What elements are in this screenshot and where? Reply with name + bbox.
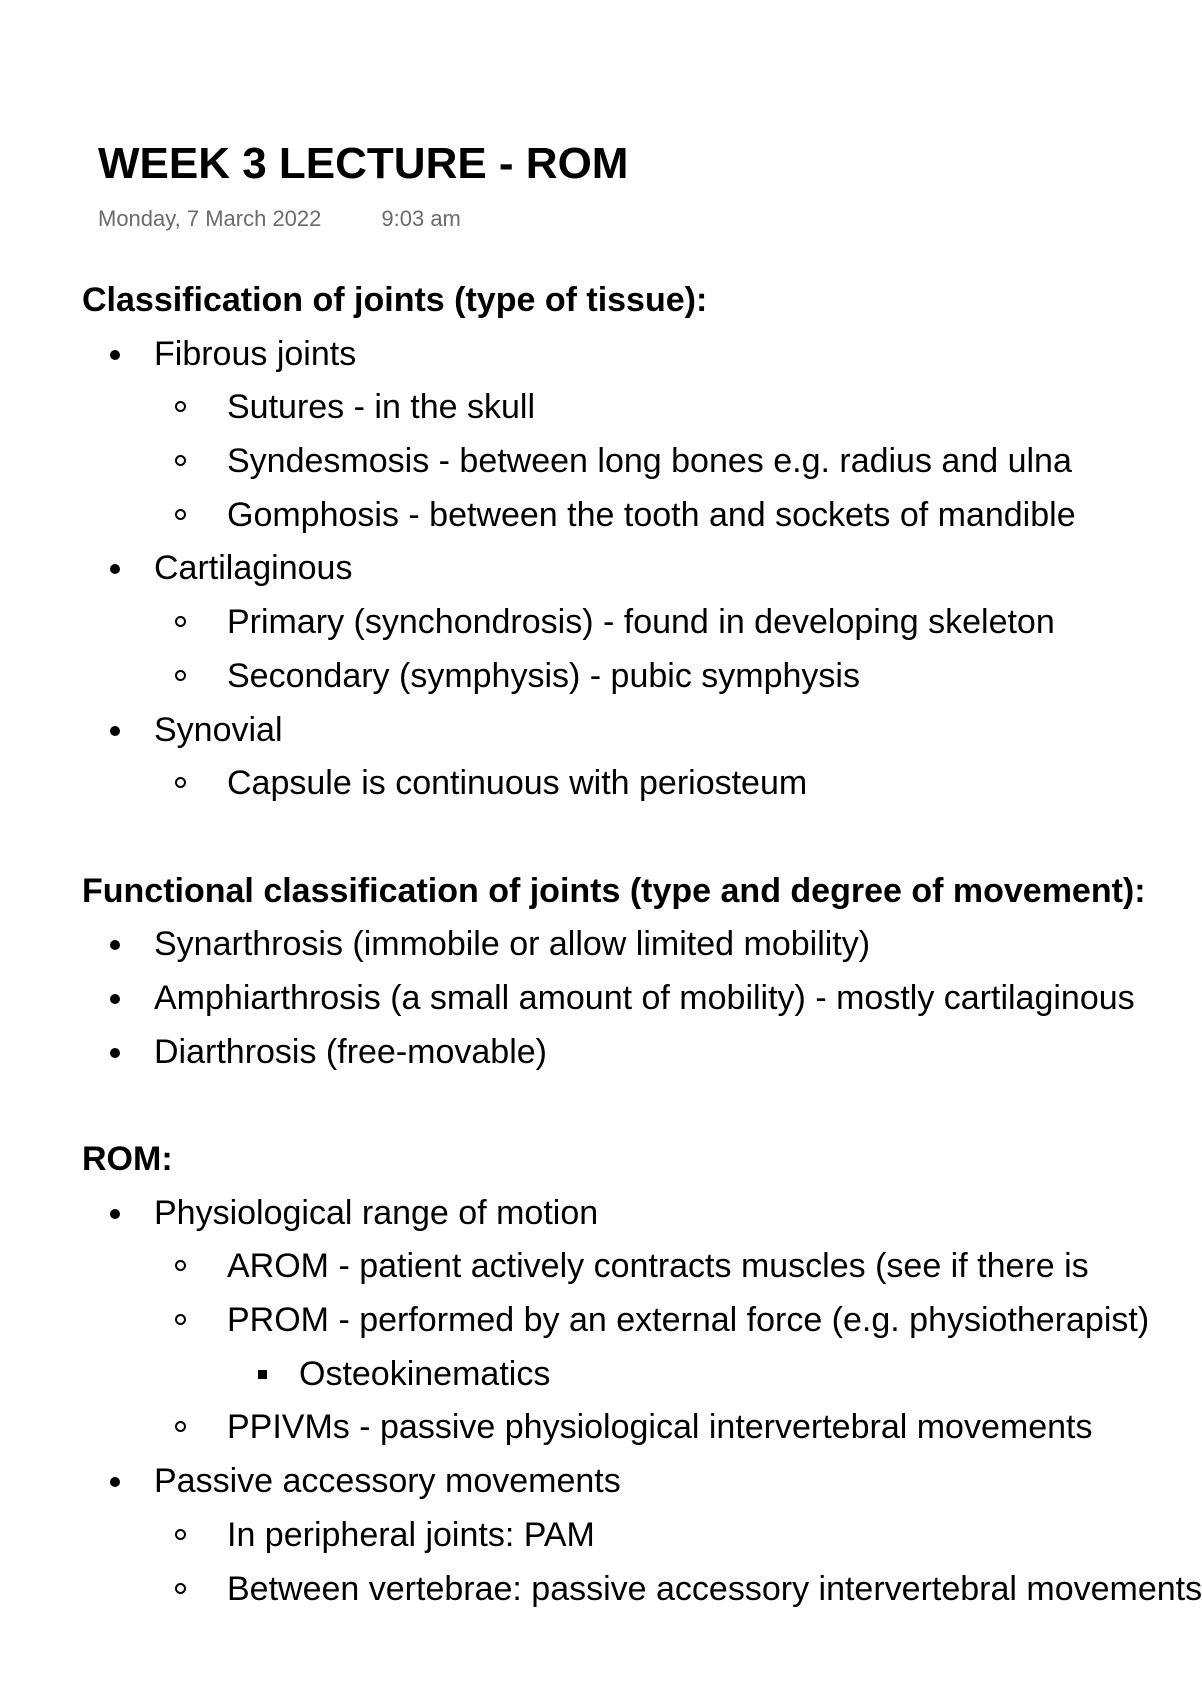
list-item — [82, 1294, 1200, 1348]
list-item — [82, 542, 1200, 596]
list-item-text: Between vertebrae: passive accessory intervertebral movements — [227, 1569, 1202, 1608]
list-item-text: Capsule is continuous with periosteum — [227, 764, 808, 803]
bullet-icon — [110, 350, 120, 360]
bullet-icon — [110, 940, 120, 950]
section-heading-functional: Functional classification of joints (type and degree of movement): — [82, 871, 1146, 910]
list-item — [82, 596, 1200, 650]
hollow-bullet-icon — [175, 1529, 186, 1540]
list-item — [82, 489, 1200, 543]
list-item — [82, 1401, 1200, 1455]
list-item — [82, 1455, 1200, 1509]
bullet-icon — [110, 994, 120, 1004]
hollow-bullet-icon — [175, 455, 186, 466]
hollow-bullet-icon — [175, 670, 186, 681]
hollow-bullet-icon — [175, 777, 186, 788]
page-date: Monday, 7 March 2022 — [98, 206, 322, 231]
list-item-text: Diarthrosis (free-movable) — [154, 1032, 547, 1071]
list-item-text: Syndesmosis - between long bones e.g. radius and ulna — [227, 442, 1072, 481]
list-item-text: Gomphosis - between the tooth and sockets of mandible — [227, 495, 1076, 534]
list-item-text: Amphiarthrosis (a small amount of mobility) - mostly cartilaginous — [154, 978, 1135, 1017]
list-item — [82, 435, 1200, 489]
list-item — [82, 650, 1200, 704]
list-item — [82, 918, 1200, 972]
hollow-bullet-icon — [175, 1314, 186, 1325]
blank-line — [82, 1079, 1200, 1133]
page-meta — [98, 204, 461, 234]
list-item-text: Osteokinematics — [299, 1354, 551, 1393]
list-item-text: Primary (synchondrosis) - found in developing skeleton — [227, 603, 1055, 642]
list-item-text: Synarthrosis (immobile or allow limited mobility) — [154, 925, 871, 964]
page-title: WEEK 3 LECTURE - ROM — [98, 139, 629, 188]
hollow-bullet-icon — [175, 1421, 186, 1432]
section-heading-classification: Classification of joints (type of tissue): — [82, 281, 708, 319]
section-heading-rom: ROM: — [82, 1140, 173, 1178]
list-item-text: PROM - performed by an external force (e.g. physiotherapist) — [227, 1301, 1150, 1340]
list-item — [82, 972, 1200, 1026]
list-item-text: Secondary (symphysis) - pubic symphysis — [227, 656, 860, 695]
list-item-text: PPIVMs - passive physiological intervertebral movements — [227, 1408, 1093, 1447]
list-item-text: Synovial — [154, 710, 283, 749]
list-item-text: In peripheral joints: PAM — [227, 1515, 595, 1554]
bullet-icon — [110, 1209, 120, 1219]
hollow-bullet-icon — [175, 509, 186, 520]
list-item-text: Fibrous joints — [154, 334, 357, 373]
note-content — [82, 274, 1202, 1608]
list-item — [82, 1026, 1200, 1080]
list-item-text: Cartilaginous — [154, 549, 353, 588]
square-bullet-icon — [258, 1370, 267, 1379]
bullet-icon — [110, 1048, 120, 1058]
bullet-icon — [110, 564, 120, 574]
bullet-icon — [110, 1477, 120, 1487]
list-item — [82, 704, 1200, 758]
list-item — [82, 1509, 1200, 1563]
page-time: 9:03 am — [381, 206, 461, 231]
list-item-text: Passive accessory movements — [154, 1462, 621, 1501]
list-item — [82, 1348, 1200, 1402]
hollow-bullet-icon — [175, 1583, 186, 1594]
bullet-icon — [110, 726, 120, 736]
list-item-text: Sutures - in the skull — [227, 388, 536, 427]
hollow-bullet-icon — [175, 1260, 186, 1271]
list-item-text: AROM - patient actively contracts muscles (see if there is — [227, 1247, 1089, 1286]
list-item — [82, 1563, 1200, 1617]
list-item — [82, 381, 1200, 435]
hollow-bullet-icon — [175, 401, 186, 412]
blank-line — [82, 811, 1200, 865]
list-item — [82, 328, 1200, 382]
list-item — [82, 1187, 1200, 1241]
hollow-bullet-icon — [175, 616, 186, 627]
list-item-text: Physiological range of motion — [154, 1193, 599, 1232]
list-item — [82, 1240, 1200, 1294]
list-item — [82, 757, 1200, 811]
